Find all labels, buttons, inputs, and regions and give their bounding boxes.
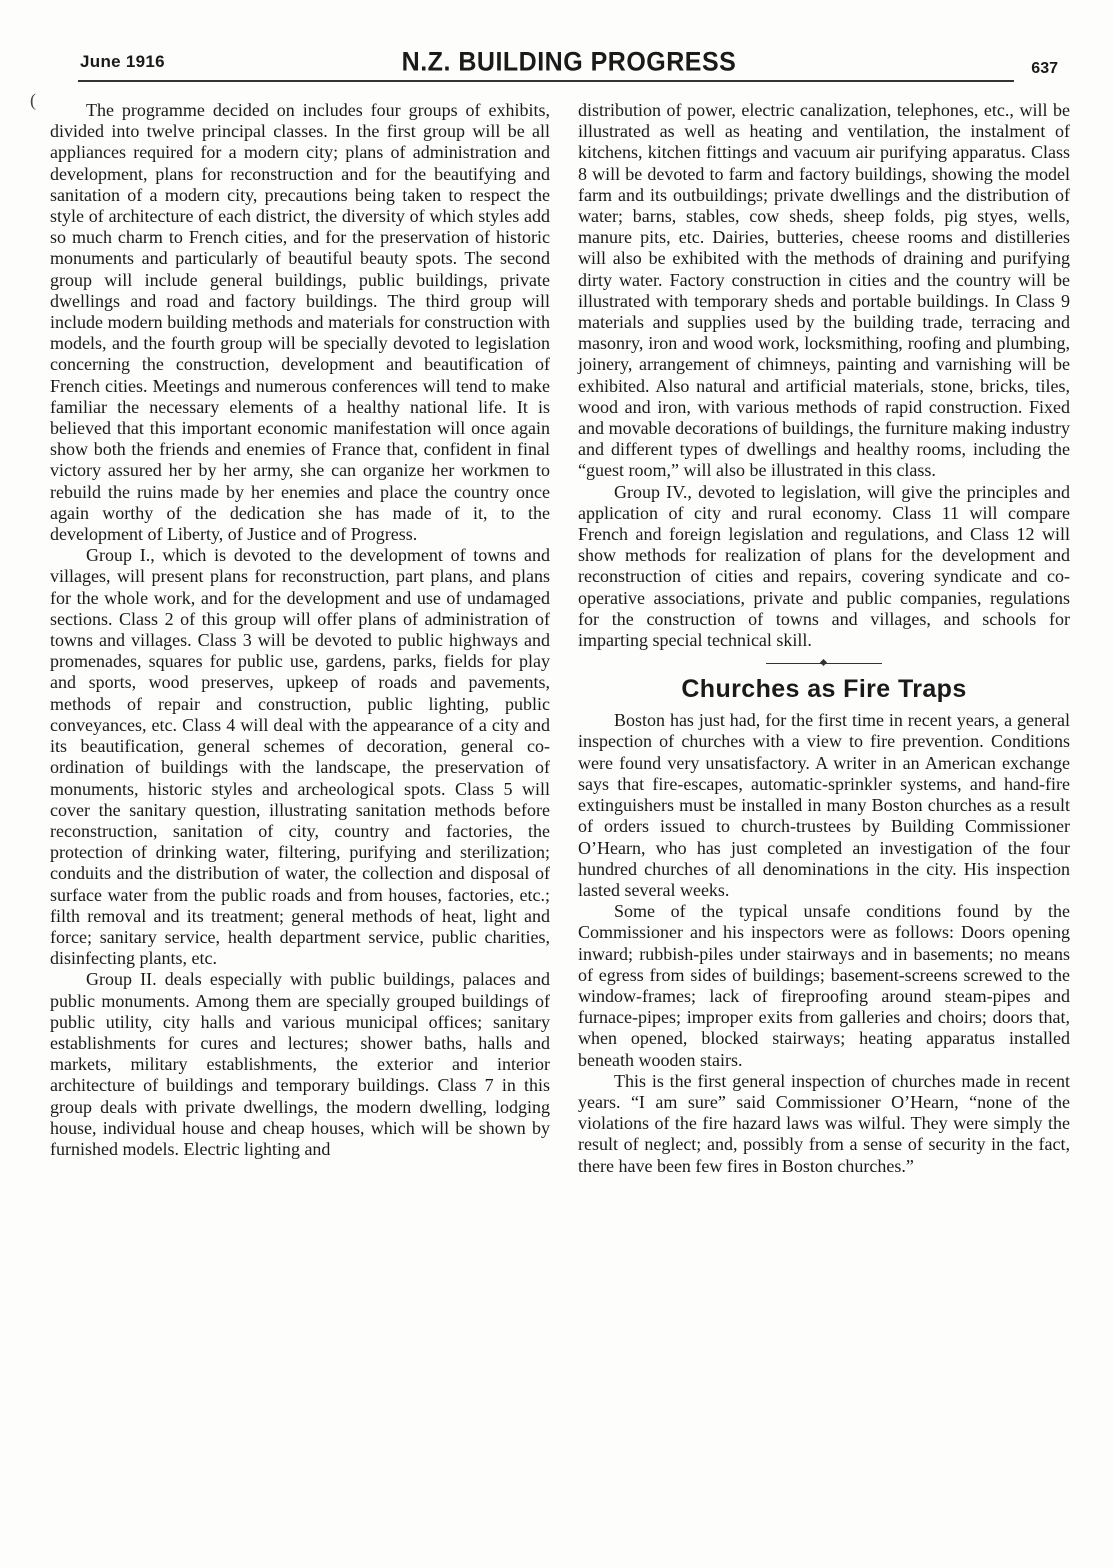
continued-paragraph: distribution of power, electric canalization, telephones, etc., will be illustrated as well as heating and ventilation, the instalment of kitchens, kitchen fittings and vacuum air purifying apparatus. Class 8 will be devoted to farm and factory buildings, showing the model farm and its outbuildings; private dwellings and the distribution of water; barns, stables, cow sheds, sheep folds, pig styes, wells, manure pits, etc. Dairies, butteries, cheese rooms and distilleries will also be exhibited with the methods of draining and purifying dirty water. Factory construction in cities and the country will be illustrated with temporary sheds and portable buildings. In Class 9 materials and supplies used by the building trade, terracing and masonry, iron and wood work, locksmithing, roofing and plumbing, joinery, arrangement of chimneys, painting and varnishing will be exhibited. Also natural and artificial materials, stone, bricks, tiles, wood and iron, with various methods of rapid construction. Fixed and movable decorations of buildings, the furniture making industry and different types of dwellings and healthy rooms, including the “guest room,” will also be illustrated in this class. xyxy=(578,100,1070,481)
header-rule xyxy=(78,80,1014,82)
body-paragraph: The programme decided on includes four groups of exhibits, divided into twelve principal classes. In the first group will be all appliances required for a modern city; plans of administration and development, plans for reconstruction and for the beautifying and sanitation of a modern city, precautions being taken to respect the style of architecture of each district, the diversity of which styles add so much charm to French cities, and for the preservation of historic monuments and particularly of beautiful beauty spots. The second group will include general buildings, public buildings, private dwellings and road and factory buildings. The third group will include modern building methods and materials for construction with models, and the fourth group will be specially devoted to legislation concerning the construction, development and beautification of French cities. Meetings and numerous conferences will tend to make familiar the necessary elements of a healthy national life. It is believed that this important economic manifestation will once again show both the friends and enemies of France that, confident in final victory assured her by her army, she can organize her workmen to rebuild the ruins made by her enemies and place the country once again worthy of the dedication she has made of it, to the development of Liberty, of Justice and of Progress. xyxy=(50,100,550,545)
left-column xyxy=(50,100,550,1160)
margin-mark: ( xyxy=(30,90,36,110)
body-paragraph: Group IV., devoted to legislation, will give the principles and application of city and rural economy. Class 11 will compare French and foreign legislation and regulations, and Class 12 will show methods for realization of plans for the development and reconstruction of cities and repairs, covering syndicate and co-operative associations, private and public companies, regulations for the construction of towns and villages, and schools for imparting special technical skill. xyxy=(578,481,1070,651)
section-divider xyxy=(766,663,882,664)
body-paragraph: Group II. deals especially with public buildings, palaces and public monuments. Among them are specially grouped buildings of public utility, city halls and various municipal offices; sanitary establishments for cures and lectures; shower baths, halls and markets, military establishments, the exterior and interior architecture of buildings and temporary buildings. Class 7 in this group deals with private dwellings, the modern dwelling, lodging house, individual house and cheap houses, which will be shown by furnished models. Electric lighting and xyxy=(50,969,550,1159)
article-paragraph: Some of the typical unsafe conditions found by the Commissioner and his inspectors were as follows: Doors opening inward; rubbish-piles under stairways and in basements; no means of egress from sides of buildings; basement-screens screwed to the window-frames; lack of fireproofing around steam-pipes and furnace-pipes; improper exits from galleries and choirs; doors that, when opened, blocked stairways; heating apparatus installed beneath wooden stairs. xyxy=(578,901,1070,1070)
page-header xyxy=(80,46,1058,84)
right-column xyxy=(578,100,1070,1177)
article-paragraph: This is the first general inspection of churches made in recent years. “I am sure” said Commissioner O’Hearn, “none of the violations of the fire hazard laws was wilful. They were simply the result of neglect; and, possibly from a sense of security in the fact, there have been few fires in Boston churches.” xyxy=(578,1070,1070,1176)
publication-title: N.Z. BUILDING PROGRESS xyxy=(401,46,737,78)
page-number: 637 xyxy=(1031,60,1058,77)
article-paragraph: Boston has just had, for the first time in recent years, a general inspection of churches with a view to fire prevention. Conditions were found very unsatisfactory. A writer in an American exchange says that fire-escapes, automatic-sprinkler systems, and hand-fire extinguishers must be installed in many Boston churches as a result of orders issued to church-trustees by Building Commissioner O’Hearn, who has just completed an investigation of the four hundred churches of all denominations in the city. His inspection lasted several weeks. xyxy=(578,710,1070,900)
issue-date: June 1916 xyxy=(80,52,165,71)
body-paragraph: Group I., which is devoted to the development of towns and villages, will present plans for reconstruction, part plans, and plans for the whole work, and for the development and use of undamaged sections. Class 2 of this group will offer plans of administration of towns and villages. Class 3 will be devoted to public highways and promenades, squares for public use, gardens, parks, fields for play and sports, wood preserves, upkeep of roads and pavements, methods of repair and construction, public lighting, public conveyances, etc. Class 4 will deal with the appearance of a city and its beautification, general schemes of decoration, general co-ordination of buildings with the landscape, the preservation of monuments, historic styles and archeological spots. Class 5 will cover the sanitary question, illustrating sanitation methods before reconstruction, sanitation of city, country and factories, the protection of drinking water, filtering, purifying and sterilization; conduits and the distribution of water, the collection and disposal of surface water from the public roads and from houses, factories, etc.; filth removal and its treatment; general methods of heat, light and force; sanitary service, health department service, public charities, disinfecting plants, etc. xyxy=(50,545,550,969)
article-title: Churches as Fire Traps xyxy=(681,675,967,704)
